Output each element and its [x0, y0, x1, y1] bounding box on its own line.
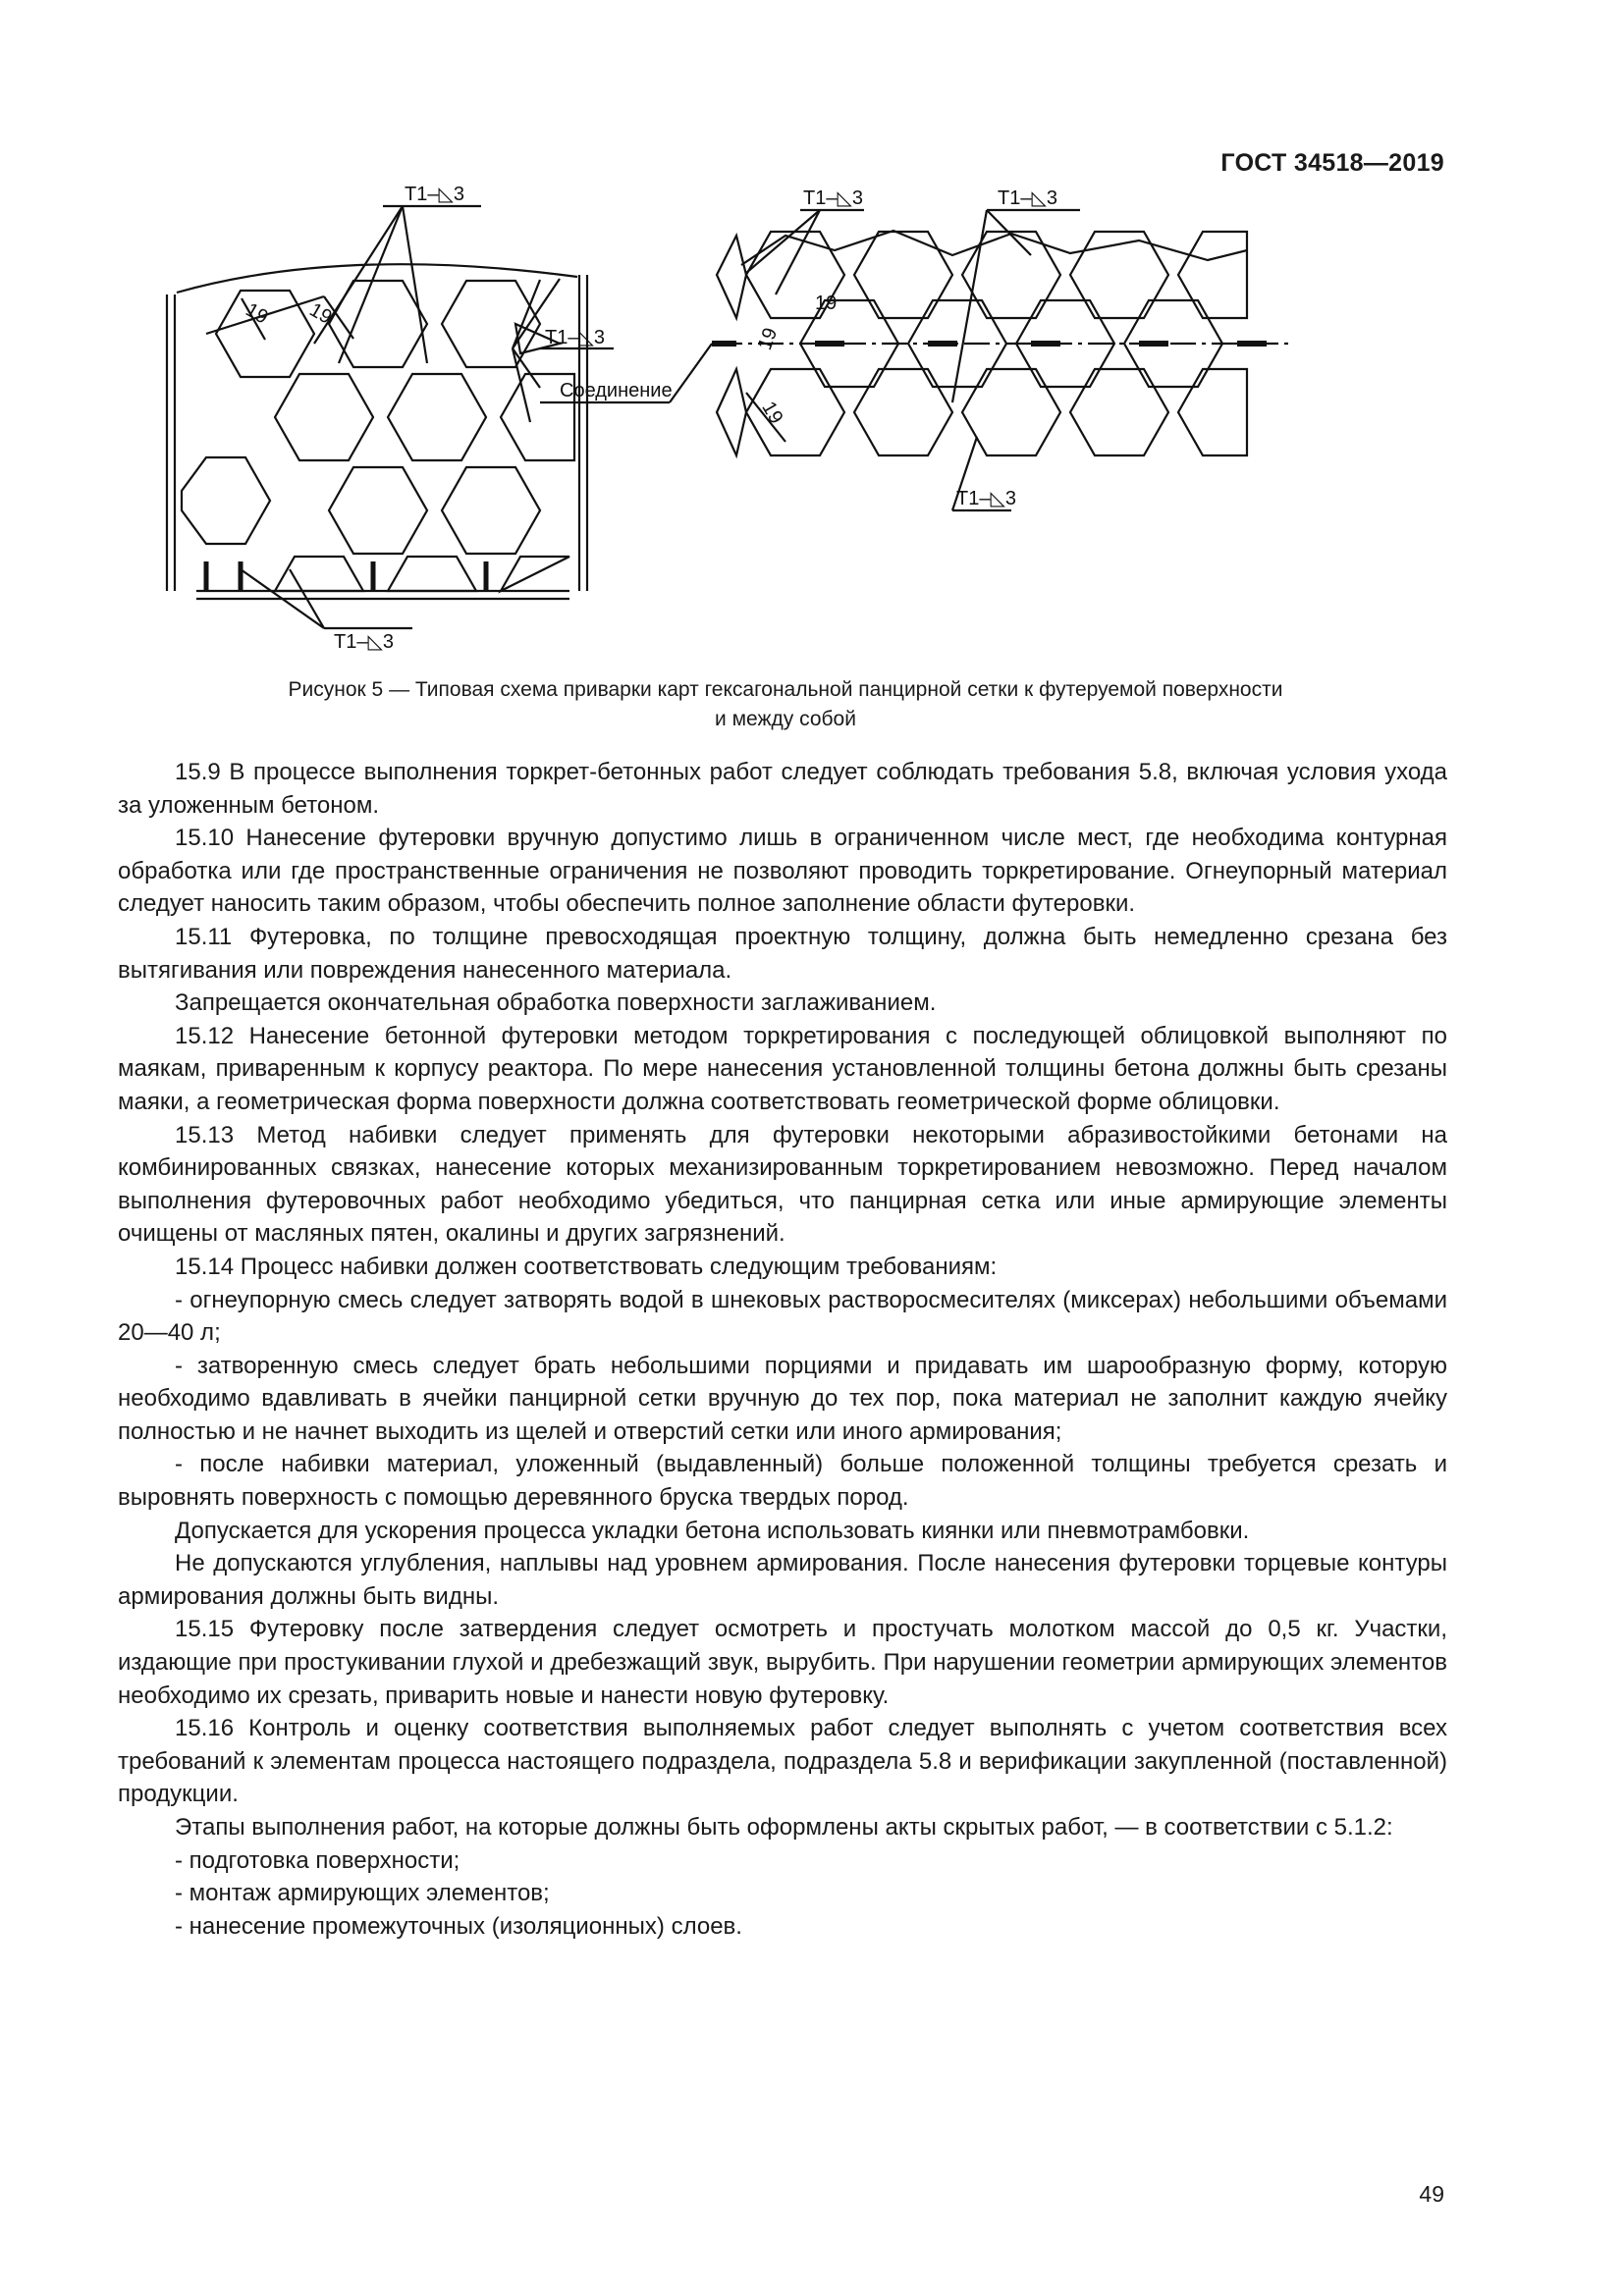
figure-caption [147, 675, 1424, 734]
right-panel [540, 210, 1291, 510]
left-panel [167, 206, 614, 628]
dimension-19-a: 19 [242, 298, 272, 329]
dimension-19-b: 19 [305, 298, 336, 329]
list-item-reinforcement: - монтаж армирующих элементов; [175, 1880, 550, 1907]
list-item-trimming: - после набивки материал, уложенный (выдавленный) больше положенной толщины требуется срезать и выровнять поверхность с помощью деревянного бруска твердых пород. [118, 1451, 1447, 1512]
list-item-insulation: - нанесение промежуточных (изоляционных) слоев. [175, 1912, 742, 1940]
dimension-19-c: 19 [815, 293, 838, 314]
hex-mesh-diagram [147, 184, 1424, 667]
weld-label-right-top2: Т1–◺3 [998, 187, 1057, 209]
weld-label-right-bottom: Т1–◺3 [956, 488, 1016, 509]
list-item-portions: - затворенную смесь следует брать небольшими порциями и придавать им шарообразную форму, которую необходимо вдавливать в ячейки панцирной сетки вручную до тех пор, пока материал не заполнит каждую ячейку полностью и не начнет выходить из щелей и отверстий сетки или иного армирования; [118, 1352, 1447, 1445]
figure-hex-mesh-welding [147, 184, 1424, 667]
paragraph-15-13: 15.13 Метод набивки следует применять для футеровки некоторыми абразивостойкими бетонами на комбинированных связках, нанесение которых механизированным торкретированием невозможно. Перед началом выполнения футеровочных работ необходимо убедиться, что панцирная сетка или иные армирующие элементы очищены от масляных пятен, окалины и других загрязнений. [118, 1121, 1447, 1248]
caption-line-2: и между собой [715, 708, 856, 730]
paragraph-stages: Этапы выполнения работ, на которые должны быть оформлены акты скрытых работ, — в соответствии с 5.1.2: [175, 1814, 1393, 1841]
body-text [118, 756, 1447, 1943]
caption-line-1: Рисунок 5 — Типовая схема приварки карт гексагональной панцирной сетки к футеруемой поверхности [288, 678, 1283, 701]
weld-label-left-mid: Т1–◺3 [545, 327, 605, 348]
connection-label: Соединение [560, 380, 673, 401]
paragraph-prohibition: Запрещается окончательная обработка поверхности заглаживанием. [175, 989, 937, 1017]
page-number: 49 [1419, 2181, 1444, 2207]
paragraph-15-15: 15.15 Футеровку после затвердения следует осмотреть и простучать молотком массой до 0,5 кг. Участки, издающие при простукивании глухой и дребезжащий звук, вырубить. При нарушении геометрии армирующих элементов необходимо их срезать, приварить новые и нанести новую футеровку. [118, 1616, 1447, 1709]
paragraph-15-10: 15.10 Нанесение футеровки вручную допустимо лишь в ограниченном числе мест, где необходима контурная обработка или где пространственные ограничения не позволяют проводить торкретирование. Огнеупорный материал следует наносить таким образом, чтобы обеспечить полное заполнение области футеровки. [118, 825, 1447, 918]
dimension-19-d: 19 [754, 325, 783, 353]
document-code: ГОСТ 34518—2019 [1220, 149, 1444, 177]
paragraph-15-12: 15.12 Нанесение бетонной футеровки методом торкретирования с последующей облицовкой выполняют по маякам, приваренным к корпусу реактора. По мере нанесения установленной толщины бетона должны быть срезаны маяки, а геометрическая форма поверхности должна соответствовать геометрической форме облицовки. [118, 1022, 1447, 1115]
weld-label-left-bottom: Т1–◺3 [334, 631, 394, 653]
list-item-mixing: - огнеупорную смесь следует затворять водой в шнековых растворосмесителях (миксерах) небольшими объемами 20—40 л; [118, 1286, 1447, 1347]
paragraph-15-16: 15.16 Контроль и оценку соответствия выполняемых работ следует выполнять с учетом соответствия всех требований к элементам процесса настоящего подраздела, подраздела 5.8 и верификации закупленной (поставленной) продукции. [118, 1715, 1447, 1808]
weld-label-right-top1: Т1–◺3 [803, 187, 863, 209]
weld-label-left-top: Т1–◺3 [405, 184, 464, 205]
paragraph-15-14: 15.14 Процесс набивки должен соответствовать следующим требованиям: [175, 1253, 998, 1280]
paragraph-15-9: 15.9 В процессе выполнения торкрет-бетонных работ следует соблюдать требования 5.8, включая условия ухода за уложенным бетоном. [118, 759, 1447, 819]
list-item-surface-prep: - подготовка поверхности; [175, 1846, 460, 1874]
paragraph-15-11: 15.11 Футеровка, по толщине превосходящая проектную толщину, должна быть немедленно срезана без вытягивания или повреждения нанесенного материала. [118, 923, 1447, 984]
dimension-19-e: 19 [757, 398, 787, 428]
paragraph-tamping: Допускается для ускорения процесса укладки бетона использовать киянки или пневмотрамбовки. [175, 1517, 1250, 1544]
paragraph-no-recesses: Не допускаются углубления, наплывы над уровнем армирования. После нанесения футеровки торцевые контуры армирования должны быть видны. [118, 1550, 1447, 1610]
